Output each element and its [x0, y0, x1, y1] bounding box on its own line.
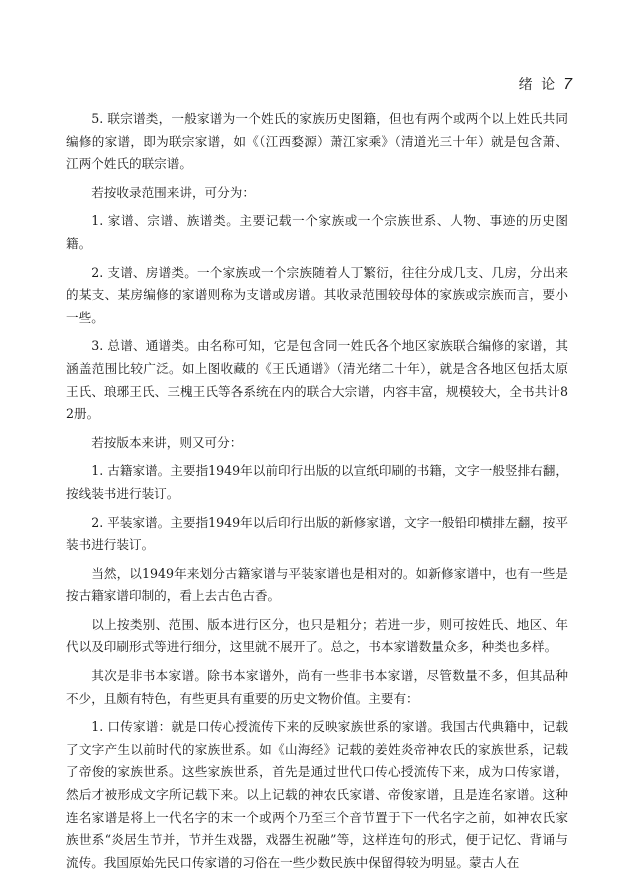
paragraph-1949-relative: 当然，以1949年来划分古籍家谱与平装家谱也是相对的。如新修家谱中，也有一些是按古籍家谱印制的，看上去古色古香。 — [66, 565, 568, 604]
paragraph-scope-intro: 若按收录范围来讲，可分为： — [91, 184, 255, 200]
paragraph-zongpu-tongpu: 3. 总谱、通谱类。由名称可知，它是包含同一姓氏各个地区家族联合编修的家谱，其涵盖范围比较广泛。如上图收藏的《王氏通谱》（清光绪二十年），就是含各地区包括太原王氏、琅琊王氏、三槐王氏等各系统在内的联合大宗谱，内容丰富，规模较大，全书共计82册。 — [66, 338, 568, 422]
paragraph-classification-summary: 以上按类别、范围、版本进行区分，也只是粗分；若进一步，则可按姓氏、地区、年代以及印刷形式等进行细分，这里就不展开了。总之，书本家谱数量众多，种类也多样。 — [66, 616, 568, 655]
paragraph-guji-jiapu: 1. 古籍家谱。主要指1949年以前印行出版的以宣纸印刷的书籍，文字一般竖排右翻，按线装书进行装订。 — [66, 463, 568, 501]
paragraph-jiapu-zongpu: 1. 家谱、宗谱、族谱类。主要记载一个家族或一个宗族世系、人物、事迹的历史图籍。 — [66, 213, 568, 251]
section-title: 绪 论 — [518, 77, 558, 93]
paragraph-lianzong-pu: 5. 联宗谱类，一般家谱为一个姓氏的家族历史图籍，但也有两个或两个以上姓氏共同编修的家谱，即为联宗家谱，如《（江西婺源）萧江家乘》（清道光三十年）就是包含萧、江两个姓氏的联宗谱。 — [66, 111, 568, 172]
body-text — [66, 108, 568, 880]
paragraph-zhipu-fangpu: 2. 支谱、房谱类。一个家族或一个宗族随着人丁繁衍，往往分成几支、几房，分出来的某支、某房编修的家谱则称为支谱或房谱。其收录范围较母体的家族或宗族而言，要小一些。 — [66, 264, 568, 325]
paragraph-edition-intro: 若按版本来讲，则又可分： — [91, 434, 243, 450]
running-head — [519, 74, 572, 94]
paragraph-pingzhuang-jiapu: 2. 平装家谱。主要指1949年以后印行出版的新修家谱，文字一般铅印横排左翻，按平装书进行装订。 — [66, 514, 568, 553]
page-number: 7 — [563, 76, 572, 93]
paragraph-non-book-intro: 其次是非书本家谱。除书本家谱外，尚有一些非书本家谱，尽管数量不多，但其品种不少，且颇有特色，有些更具有重要的历史文物价值。主要有： — [66, 668, 568, 706]
paragraph-oral-genealogy: 1. 口传家谱：就是口传心授流传下来的反映家族世系的家谱。我国古代典籍中，记载了文字产生以前时代的家族世系。如《山海经》记载的姜姓炎帝神农氏的家族世系，记载了帝俊的家族世系。这些家族世系，首先是通过世代口传心授流传下来，成为口传家谱，然后才被形成文字所记载下来。以上记载的神农氏家谱、帝俊家谱，且是连名家谱。这种连名家谱是将上一代名字的末一个或两个乃至三个音节置于下一代名字之前，如神农氏家族世系“炎居生节并，节并生戏器，戏器生祝融”等，这样连句的形式，便于记忆、背诵与流传。我国原始先民口传家谱的习俗在一些少数民族中保留得较为明显。蒙古人在 — [66, 719, 568, 870]
